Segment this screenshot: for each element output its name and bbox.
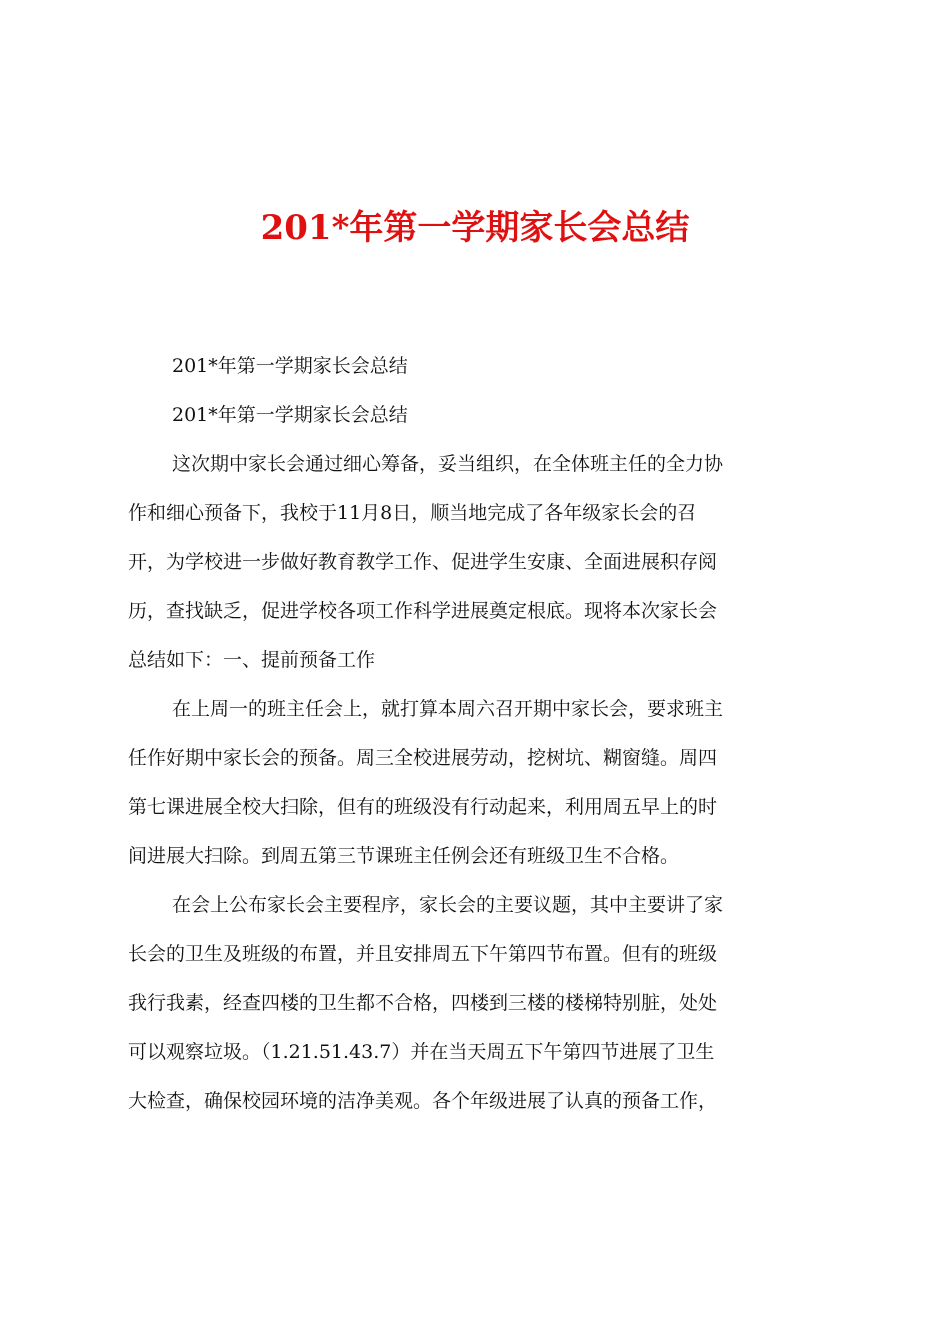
paragraph-2 [128, 689, 830, 885]
document-body [128, 346, 830, 1130]
paragraph-line: 历，查找缺乏，促进学校各项工作科学进展奠定根底。现将本次家长会 [128, 600, 718, 622]
paragraph-line: 任作好期中家长会的预备。周三全校进展劳动，挖树坑、糊窗缝。周四 [128, 747, 718, 769]
paragraph-line: 在上周一的班主任会上，就打算本周六召开期中家长会，要求班主 [172, 698, 724, 720]
paragraph-line: 总结如下：一、提前预备工作 [128, 649, 376, 671]
paragraph-line: 大检查，确保校园环境的洁净美观。各个年级进展了认真的预备工作， [128, 1090, 718, 1112]
paragraph-3 [128, 885, 830, 1130]
paragraph-line: 长会的卫生及班级的布置，并且安排周五下午第四节布置。但有的班级 [128, 943, 718, 965]
paragraph-line: 间进展大扫除。到周五第三节课班主任例会还有班级卫生不合格。 [128, 845, 680, 867]
subheading-2: 201*年第一学期家长会总结 [172, 404, 408, 426]
paragraph-line: 开，为学校进一步做好教育教学工作、促进学生安康、全面进展积存阅 [128, 551, 718, 573]
paragraph-line: 这次期中家长会通过细心筹备，妥当组织，在全体班主任的全力协 [172, 453, 724, 475]
paragraph-line: 可以观察垃圾。（1.21.51.43.7）并在当天周五下午第四节进展了卫生 [128, 1041, 715, 1063]
subheading-1: 201*年第一学期家长会总结 [172, 355, 408, 377]
document-title: 201*年第一学期家长会总结 [260, 208, 690, 248]
paragraph-line: 作和细心预备下，我校于11月8日，顺当地完成了各年级家长会的召 [128, 502, 697, 524]
paragraph-line: 在会上公布家长会主要程序，家长会的主要议题，其中主要讲了家 [172, 894, 724, 916]
paragraph-1 [128, 444, 830, 689]
paragraph-line: 第七课进展全校大扫除，但有的班级没有行动起来，利用周五早上的时 [128, 796, 718, 818]
paragraph-line: 我行我素，经查四楼的卫生都不合格，四楼到三楼的楼梯特别脏，处处 [128, 992, 718, 1014]
